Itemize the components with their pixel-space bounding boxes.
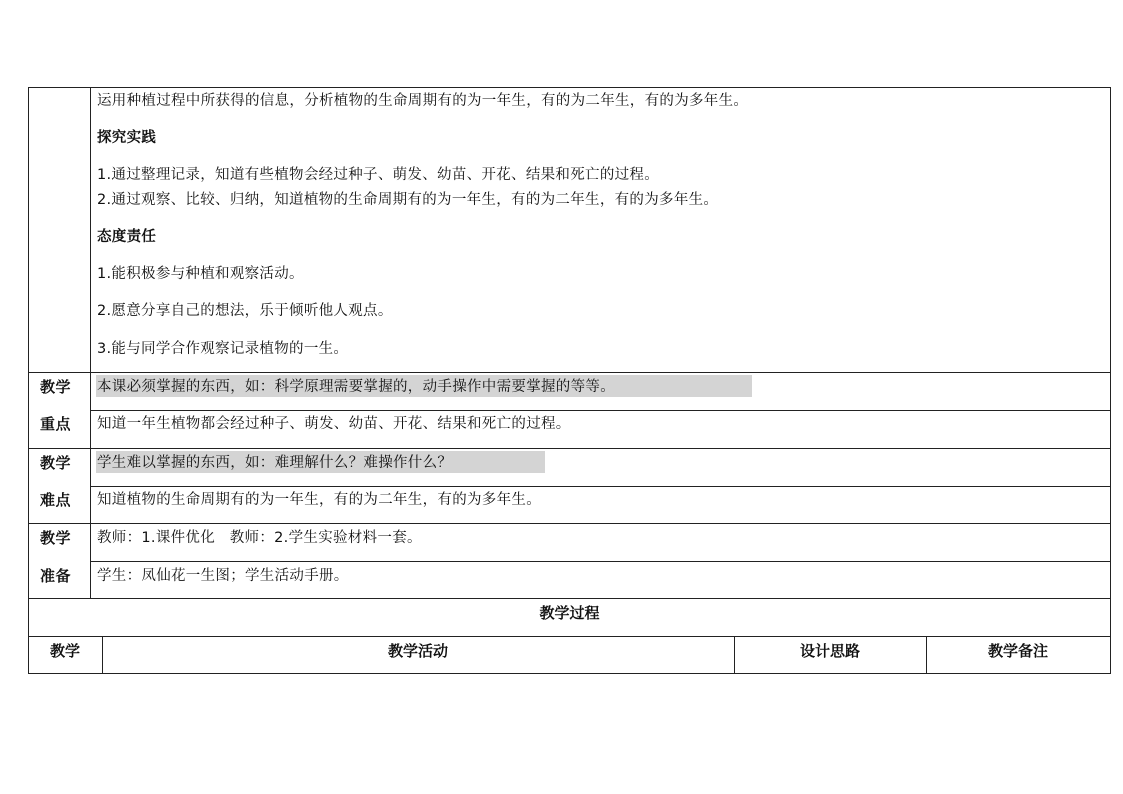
preparation-student: 学生：凤仙花一生图；学生活动手册。 (97, 568, 349, 584)
attitude-heading: 态度责任 (97, 229, 157, 245)
table-border-right (1110, 87, 1111, 674)
difficulties-label-top: 教学 (40, 454, 72, 472)
key-points-label-top: 教学 (40, 378, 72, 396)
table-divider (90, 486, 1111, 487)
preparation-label-top: 教学 (40, 529, 72, 547)
attitude-item: 3.能与同学合作观察记录植物的一生。 (97, 341, 349, 357)
key-points-hint: 本课必须掌握的东西，如：科学原理需要掌握的，动手操作中需要掌握的等等。 (97, 379, 615, 395)
table-divider (28, 523, 1111, 524)
process-column-header: 教学 (49, 642, 80, 660)
table-divider (28, 448, 1111, 449)
table-divider (28, 372, 1111, 373)
difficulties-content: 知道植物的生命周期有的为一年生，有的为二年生，有的为多年生。 (97, 492, 541, 508)
attitude-item: 2.愿意分享自己的想法，乐于倾听他人观点。 (97, 303, 393, 319)
key-points-label-bottom: 重点 (40, 415, 72, 433)
preparation-teacher: 教师：1.课件优化 教师：2.学生实验材料一套。 (97, 530, 422, 546)
table-divider (90, 561, 1111, 562)
practice-item: 1.通过整理记录，知道有些植物会经过种子、萌发、幼苗、开花、结果和死亡的过程。 (97, 167, 660, 183)
table-divider (28, 636, 1111, 637)
process-column-header: 设计思路 (799, 642, 860, 660)
key-points-content: 知道一年生植物都会经过种子、萌发、幼苗、开花、结果和死亡的过程。 (97, 416, 571, 432)
table-divider (28, 598, 1111, 599)
difficulties-hint: 学生难以掌握的东西，如：难理解什么？难操作什么？ (97, 455, 453, 471)
attitude-item: 1.能积极参与种植和观察活动。 (97, 266, 304, 282)
process-column-header: 教学活动 (387, 642, 448, 660)
table-label-column-divider (90, 87, 91, 599)
table-divider (90, 410, 1111, 411)
difficulties-label-bottom: 难点 (40, 491, 72, 509)
practice-item: 2.通过观察、比较、归纳，知道植物的生命周期有的为一年生，有的为二年生，有的为多年生。 (97, 192, 719, 208)
table-border-bottom (28, 673, 1111, 674)
preparation-label-bottom: 准备 (40, 567, 72, 585)
objective-text: 运用种植过程中所获得的信息，分析植物的生命周期有的为一年生，有的为二年生，有的为多年生。 (97, 93, 749, 109)
practice-heading: 探究实践 (97, 130, 157, 146)
table-border-top (28, 87, 1111, 88)
process-title: 教学过程 (539, 604, 600, 622)
table-border-left (28, 87, 29, 674)
process-column-header: 教学备注 (987, 642, 1048, 660)
